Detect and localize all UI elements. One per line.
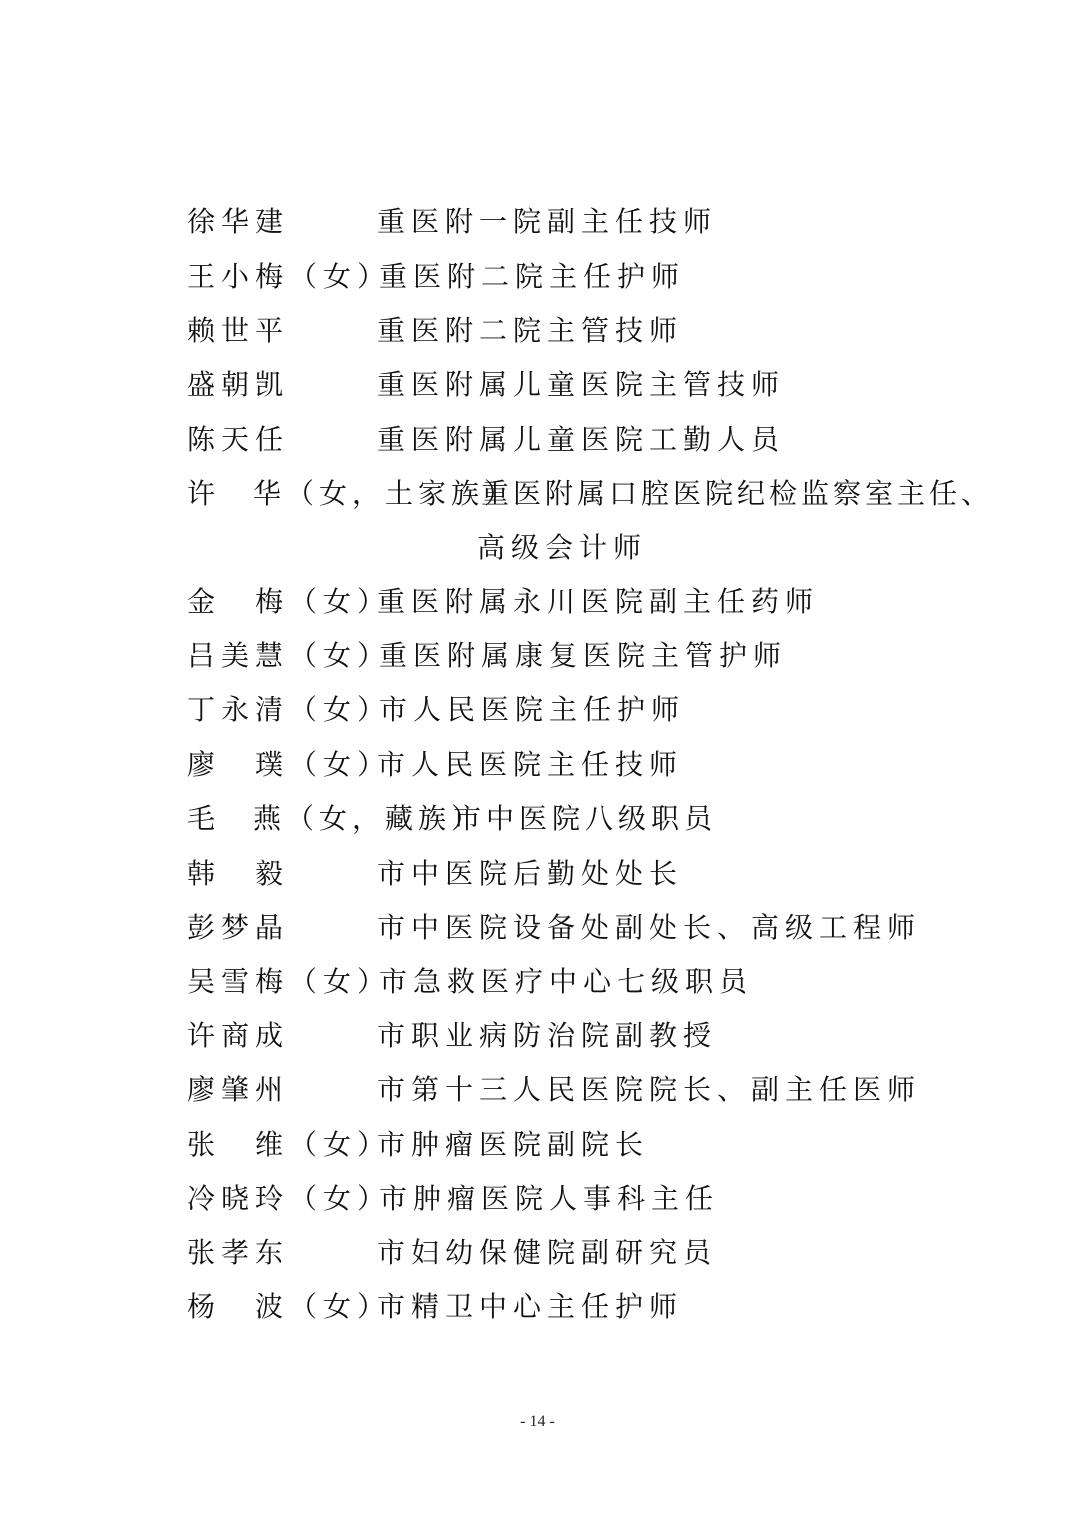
person-title: 市中医院设备处副处长、高级工程师 [377, 911, 922, 944]
list-item [187, 311, 967, 351]
person-title: 市中医院八级职员 [453, 802, 718, 835]
list-item [187, 365, 967, 405]
person-name: 陈天任 [187, 423, 290, 456]
person-title: 重医附属儿童医院工勤人员 [377, 423, 786, 456]
person-name: 吕美慧（女） [187, 639, 392, 672]
list-item [187, 202, 967, 242]
person-name: 赖世平 [187, 314, 290, 347]
person-title: 重医附属口腔医院纪检监察室主任、 [481, 477, 994, 510]
person-title: 市职业病防治院副教授 [377, 1019, 718, 1052]
person-title: 重医附一院副主任技师 [377, 205, 718, 238]
list-item [187, 690, 967, 730]
person-title: 市妇幼保健院副研究员 [377, 1236, 718, 1269]
person-name: 徐华建 [187, 205, 290, 238]
person-name: 毛 燕（女，藏族） [187, 802, 485, 835]
list-item [187, 474, 994, 514]
list-item [187, 636, 967, 676]
list-item [187, 962, 967, 1002]
person-name: 王小梅（女） [187, 260, 392, 293]
person-title: 重医附二院主任护师 [379, 260, 686, 293]
person-title: 市人民医院主任护师 [379, 693, 686, 726]
list-item [187, 799, 967, 839]
list-item [187, 1287, 967, 1327]
person-name: 韩 毅 [187, 857, 290, 890]
person-title: 市肿瘤医院人事科主任 [379, 1182, 720, 1215]
list-item [187, 1233, 967, 1273]
list-item [187, 854, 967, 894]
list-item [187, 257, 967, 297]
list-item [187, 745, 967, 785]
person-name: 冷晓玲（女） [187, 1182, 392, 1215]
person-name: 彭梦晶 [187, 911, 290, 944]
person-name: 吴雪梅（女） [187, 965, 392, 998]
list-item [187, 582, 967, 622]
person-title: 市肿瘤医院副院长 [377, 1128, 650, 1161]
person-name: 许 华（女，土家族） [187, 477, 518, 510]
person-name: 廖肇州 [187, 1073, 290, 1106]
person-title: 重医附属永川医院副主任药师 [377, 585, 820, 618]
list-item [187, 1125, 967, 1165]
page-number: - 14 - [520, 1413, 555, 1430]
person-title: 市精卫中心主任护师 [377, 1290, 684, 1323]
person-title: 重医附属儿童医院主管技师 [377, 368, 786, 401]
person-name: 盛朝凯 [187, 368, 290, 401]
person-title: 重医附属康复医院主管护师 [379, 639, 788, 672]
person-name: 许商成 [187, 1019, 290, 1052]
person-title: 市第十三人民医院院长、副主任医师 [377, 1073, 922, 1106]
list-item [187, 1016, 967, 1056]
list-item [187, 1179, 967, 1219]
person-name: 张 维（女） [187, 1128, 392, 1161]
person-title-continued: 高级会计师 [477, 531, 648, 564]
person-name: 金 梅（女） [187, 585, 392, 618]
list-item [187, 420, 967, 460]
person-title: 市中医院后勤处处长 [377, 857, 684, 890]
person-name: 廖 璞（女） [187, 748, 392, 781]
list-item [187, 1070, 967, 1110]
list-item [187, 908, 967, 948]
person-name: 张孝东 [187, 1236, 290, 1269]
person-name: 丁永清（女） [187, 693, 392, 726]
person-name: 杨 波（女） [187, 1290, 392, 1323]
person-title: 重医附二院主管技师 [377, 314, 684, 347]
person-title: 市人民医院主任技师 [377, 748, 684, 781]
person-title: 市急救医疗中心七级职员 [379, 965, 754, 998]
